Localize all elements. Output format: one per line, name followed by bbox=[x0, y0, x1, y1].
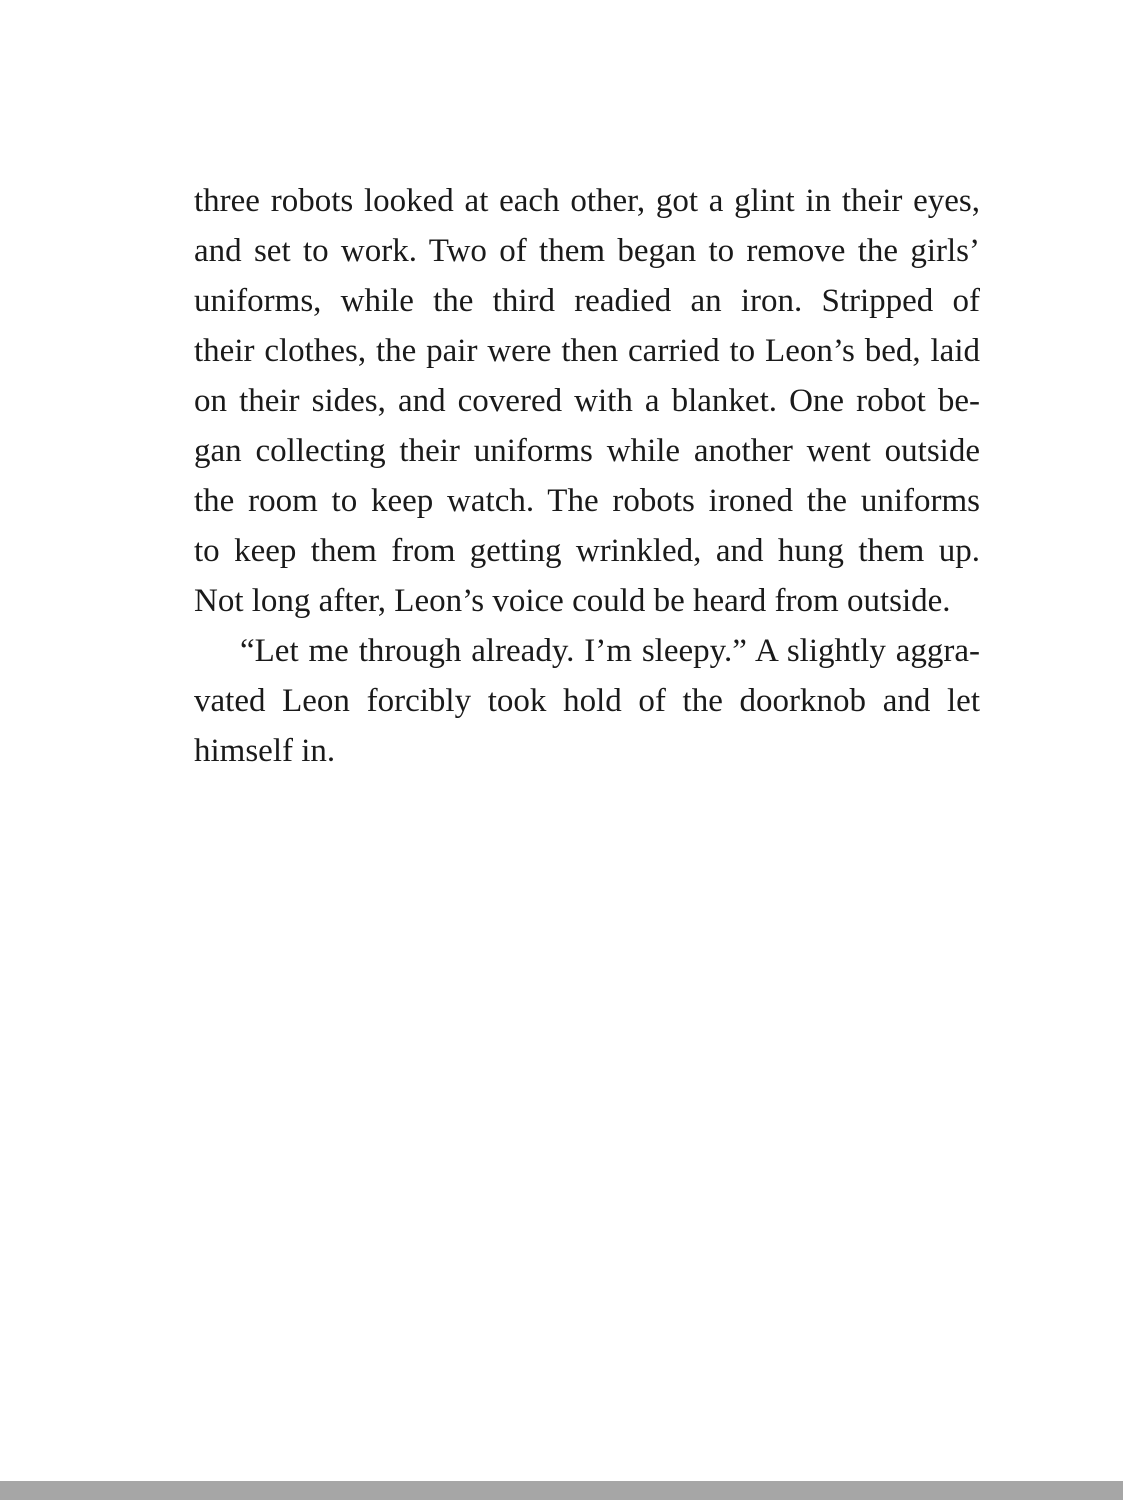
text-line: Not long after, Leon’s voice could be heard from outside. bbox=[194, 583, 951, 619]
text-line: vated Leon forcibly took hold of the doorknob and let bbox=[194, 683, 980, 719]
body-text bbox=[194, 176, 980, 776]
text-line: their clothes, the pair were then carried to Leon’s bed, laid bbox=[194, 333, 980, 369]
reader-bottom-bar bbox=[0, 1481, 1123, 1500]
text-line: himself in. bbox=[194, 733, 336, 769]
text-line: three robots looked at each other, got a glint in their eyes, bbox=[194, 183, 980, 219]
paragraph bbox=[194, 626, 980, 776]
text-line: and set to work. Two of them began to remove the girls’ bbox=[194, 233, 980, 269]
text-line: uniforms, while the third readied an iron. Stripped of bbox=[194, 283, 980, 319]
text-line: “Let me through already. I’m sleepy.” A slightly aggra- bbox=[240, 633, 980, 669]
text-line: to keep them from getting wrinkled, and hung them up. bbox=[194, 533, 980, 569]
text-line: the room to keep watch. The robots ironed the uniforms bbox=[194, 483, 980, 519]
text-line: gan collecting their uniforms while another went outside bbox=[194, 433, 980, 469]
text-line: on their sides, and covered with a blanket. One robot be- bbox=[194, 383, 980, 419]
paragraph bbox=[194, 176, 980, 626]
